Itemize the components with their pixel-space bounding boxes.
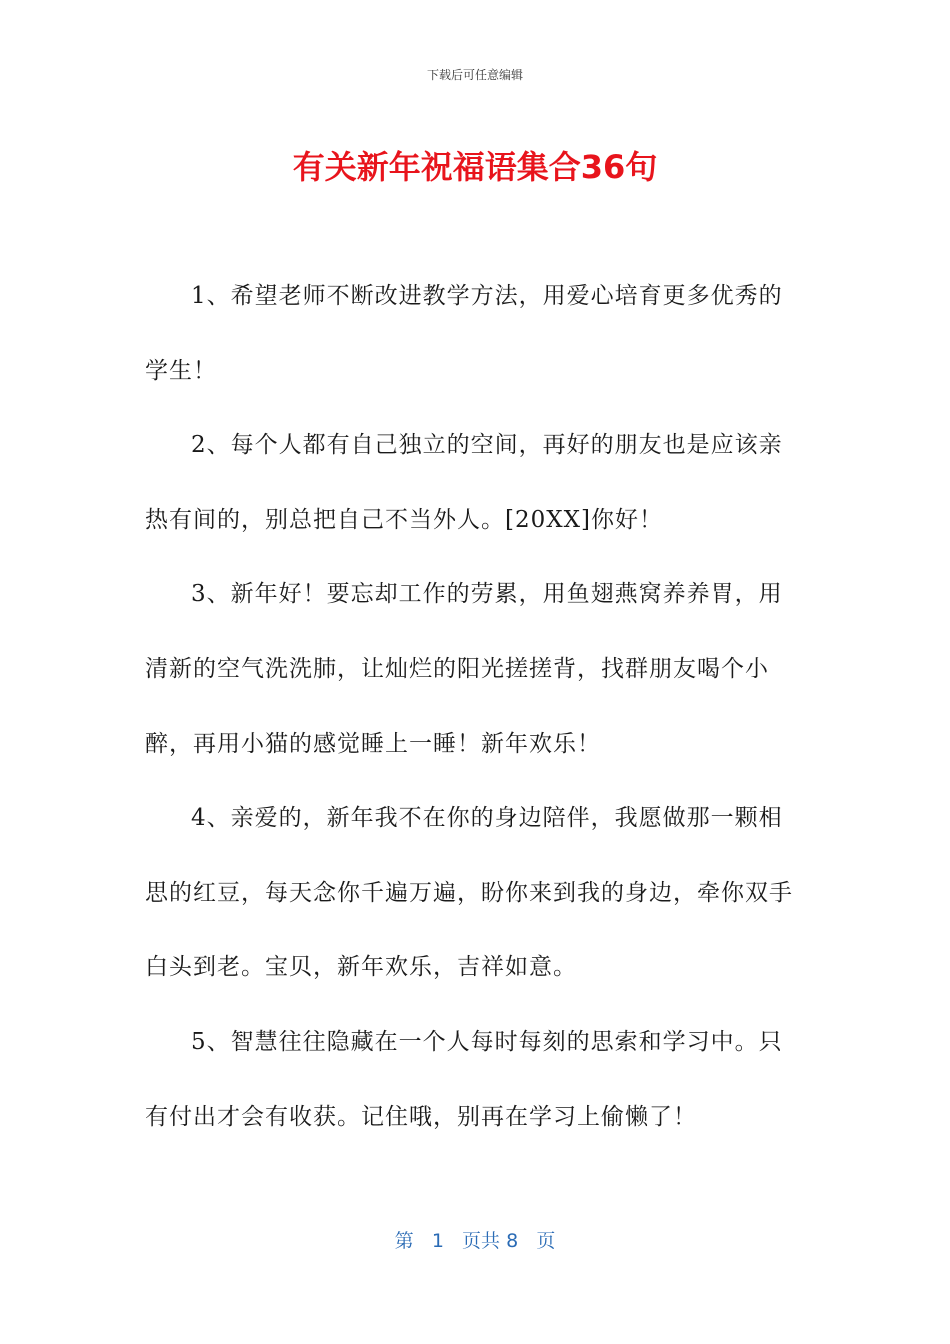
paragraph-3: 3、新年好！要忘却工作的劳累，用鱼翅燕窝养养胃，用清新的空气洗洗肺，让灿烂的阳光搓搓背，找群朋友喝个小醉，再用小猫的感觉睡上一睡！新年欢乐！ xyxy=(145,581,783,757)
paragraph-4: 4、亲爱的，新年我不在你的身边陪伴，我愿做那一颗相思的红豆，每天念你千遍万遍，盼你来到我的身边，牵你双手白头到老。宝贝，新年欢乐，吉祥如意。 xyxy=(145,805,793,981)
document-body xyxy=(145,259,805,1154)
paragraph-1: 1、希望老师不断改进教学方法，用爱心培育更多优秀的学生！ xyxy=(145,283,783,384)
page-label-suffix: 页 xyxy=(536,1230,556,1252)
header-note: 下载后可任意编辑 xyxy=(426,68,523,82)
paragraph-2: 2、每个人都有自己独立的空间，再好的朋友也是应该亲热有间的，别总把自己不当外人。[20XX]你好！ xyxy=(145,432,783,533)
total-pages-number: 8 xyxy=(506,1230,519,1252)
current-page-number: 1 xyxy=(431,1230,444,1252)
document-title: 有关新年祝福语集合36句 xyxy=(292,148,658,186)
page-label-middle: 页共 xyxy=(462,1230,501,1252)
paragraph-5: 5、智慧往往隐藏在一个人每时每刻的思索和学习中。只有付出才会有收获。记住哦，别再在学习上偷懒了！ xyxy=(145,1028,783,1130)
page-label-prefix: 第 xyxy=(394,1230,414,1252)
page-footer xyxy=(0,1226,950,1253)
